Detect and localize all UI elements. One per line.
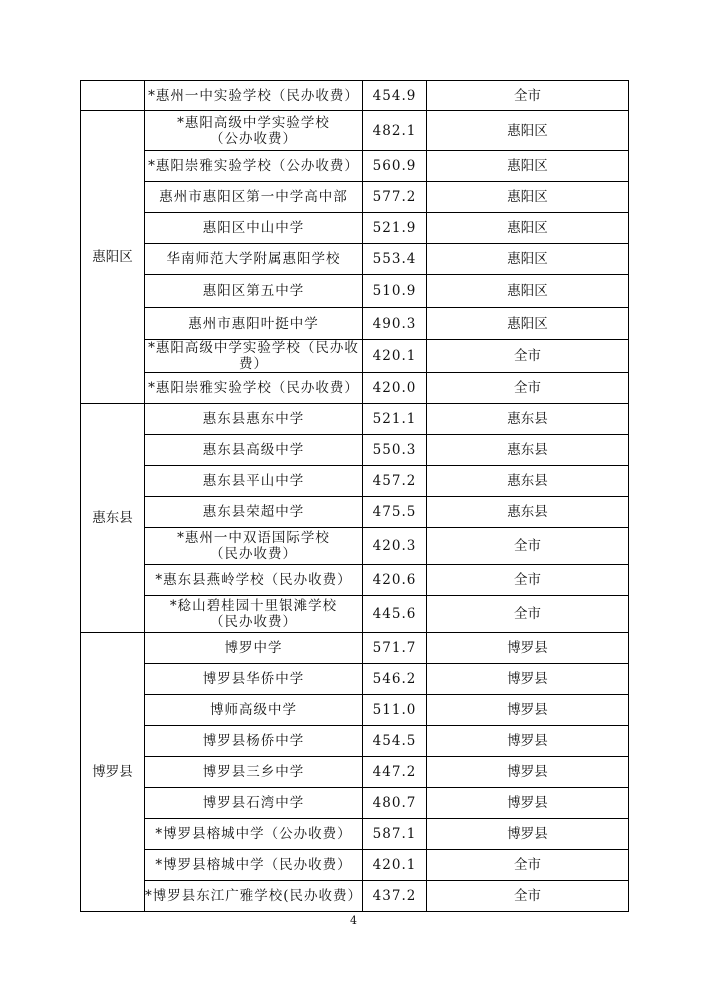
- scope-cell: 全市: [427, 881, 629, 912]
- school-name-cell: 博罗县杨侨中学: [145, 726, 363, 757]
- table-row: [81, 850, 629, 881]
- table-row: [81, 213, 629, 244]
- score-cell: 511.0: [363, 695, 427, 726]
- school-name-cell: 华南师范大学附属惠阳学校: [145, 244, 363, 275]
- table-row: [81, 81, 629, 111]
- table-row: [81, 664, 629, 695]
- table-row: [81, 596, 629, 633]
- scope-cell: 博罗县: [427, 726, 629, 757]
- scope-cell: 惠东县: [427, 497, 629, 528]
- school-name-cell: 惠东县高级中学: [145, 435, 363, 466]
- school-name-cell: *博罗县东江广雅学校(民办收费）: [145, 881, 363, 912]
- table-row: [81, 726, 629, 757]
- scope-cell: 博罗县: [427, 819, 629, 850]
- scope-cell: 惠阳区: [427, 151, 629, 182]
- table-row: [81, 308, 629, 340]
- school-name-cell: *惠阳高级中学实验学校 （公办收费）: [145, 111, 363, 151]
- scope-cell: 惠阳区: [427, 213, 629, 244]
- school-name-cell: 惠州市惠阳叶挺中学: [145, 308, 363, 340]
- scope-cell: 全市: [427, 596, 629, 633]
- scope-cell: 全市: [427, 528, 629, 565]
- scope-cell: 惠阳区: [427, 182, 629, 213]
- table-row: [81, 111, 629, 151]
- scope-cell: 惠阳区: [427, 275, 629, 308]
- score-cell: 560.9: [363, 151, 427, 182]
- school-name-cell: 惠东县荣超中学: [145, 497, 363, 528]
- scope-cell: 全市: [427, 850, 629, 881]
- school-name-cell: *惠阳高级中学实验学校（民办收费）: [145, 340, 363, 373]
- table-row: [81, 819, 629, 850]
- score-cell: 454.9: [363, 81, 427, 111]
- school-name-cell: 惠东县惠东中学: [145, 404, 363, 435]
- table-row: [81, 788, 629, 819]
- scope-cell: 惠阳区: [427, 244, 629, 275]
- school-name-cell: *惠阳崇雅实验学校（公办收费）: [145, 151, 363, 182]
- score-cell: 546.2: [363, 664, 427, 695]
- school-name-cell: *惠州一中双语国际学校 （民办收费）: [145, 528, 363, 565]
- score-cell: 480.7: [363, 788, 427, 819]
- score-cell: 420.0: [363, 373, 427, 404]
- school-name-cell: 惠州市惠阳区第一中学高中部: [145, 182, 363, 213]
- table-row: [81, 497, 629, 528]
- school-name-cell: 博罗中学: [145, 633, 363, 664]
- score-cell: 447.2: [363, 757, 427, 788]
- score-cell: 454.5: [363, 726, 427, 757]
- score-cell: 510.9: [363, 275, 427, 308]
- scope-cell: 博罗县: [427, 757, 629, 788]
- scope-cell: 惠东县: [427, 404, 629, 435]
- table-row: [81, 633, 629, 664]
- admission-score-table: [80, 80, 629, 912]
- score-cell: 577.2: [363, 182, 427, 213]
- district-cell: 惠阳区: [81, 111, 145, 404]
- score-cell: 420.3: [363, 528, 427, 565]
- district-cell: 惠东县: [81, 404, 145, 633]
- score-cell: 420.1: [363, 340, 427, 373]
- score-cell: 445.6: [363, 596, 427, 633]
- school-name-cell: 博师高级中学: [145, 695, 363, 726]
- scope-cell: 博罗县: [427, 788, 629, 819]
- table-row: [81, 695, 629, 726]
- district-cell: [81, 81, 145, 111]
- score-cell: 553.4: [363, 244, 427, 275]
- score-cell: 521.1: [363, 404, 427, 435]
- district-cell: 博罗县: [81, 633, 145, 912]
- table-row: [81, 182, 629, 213]
- school-name-cell: *博罗县榕城中学（民办收费）: [145, 850, 363, 881]
- school-name-cell: *惠州一中实验学校（民办收费）: [145, 81, 363, 111]
- table-row: [81, 244, 629, 275]
- scope-cell: 全市: [427, 340, 629, 373]
- table-row: [81, 528, 629, 565]
- table-row: [81, 275, 629, 308]
- score-cell: 457.2: [363, 466, 427, 497]
- school-name-cell: 博罗县三乡中学: [145, 757, 363, 788]
- scope-cell: 惠阳区: [427, 111, 629, 151]
- score-cell: 482.1: [363, 111, 427, 151]
- scope-cell: 惠东县: [427, 435, 629, 466]
- score-cell: 437.2: [363, 881, 427, 912]
- scope-cell: 博罗县: [427, 633, 629, 664]
- school-name-cell: 惠东县平山中学: [145, 466, 363, 497]
- scope-cell: 博罗县: [427, 664, 629, 695]
- score-cell: 420.6: [363, 565, 427, 596]
- scope-cell: 全市: [427, 81, 629, 111]
- school-name-cell: *博罗县榕城中学（公办收费）: [145, 819, 363, 850]
- table-row: [81, 373, 629, 404]
- table-row: [81, 340, 629, 373]
- school-name-cell: 博罗县石湾中学: [145, 788, 363, 819]
- school-name-cell: *惠阳崇雅实验学校（民办收费）: [145, 373, 363, 404]
- score-cell: 490.3: [363, 308, 427, 340]
- table-row: [81, 435, 629, 466]
- school-name-cell: 惠阳区中山中学: [145, 213, 363, 244]
- score-cell: 521.9: [363, 213, 427, 244]
- score-cell: 571.7: [363, 633, 427, 664]
- page-number: 4: [350, 914, 357, 927]
- table-row: [81, 151, 629, 182]
- school-name-cell: 惠阳区第五中学: [145, 275, 363, 308]
- table-row: [81, 565, 629, 596]
- school-name-cell: *惠东县燕岭学校（民办收费）: [145, 565, 363, 596]
- school-name-cell: *稔山碧桂园十里银滩学校 （民办收费）: [145, 596, 363, 633]
- scope-cell: 全市: [427, 373, 629, 404]
- scope-cell: 全市: [427, 565, 629, 596]
- score-cell: 475.5: [363, 497, 427, 528]
- scope-cell: 博罗县: [427, 695, 629, 726]
- score-cell: 420.1: [363, 850, 427, 881]
- table-row: [81, 757, 629, 788]
- score-cell: 550.3: [363, 435, 427, 466]
- scope-cell: 惠东县: [427, 466, 629, 497]
- table-row: [81, 466, 629, 497]
- scope-cell: 惠阳区: [427, 308, 629, 340]
- score-cell: 587.1: [363, 819, 427, 850]
- table-row: [81, 404, 629, 435]
- school-name-cell: 博罗县华侨中学: [145, 664, 363, 695]
- table-row: [81, 881, 629, 912]
